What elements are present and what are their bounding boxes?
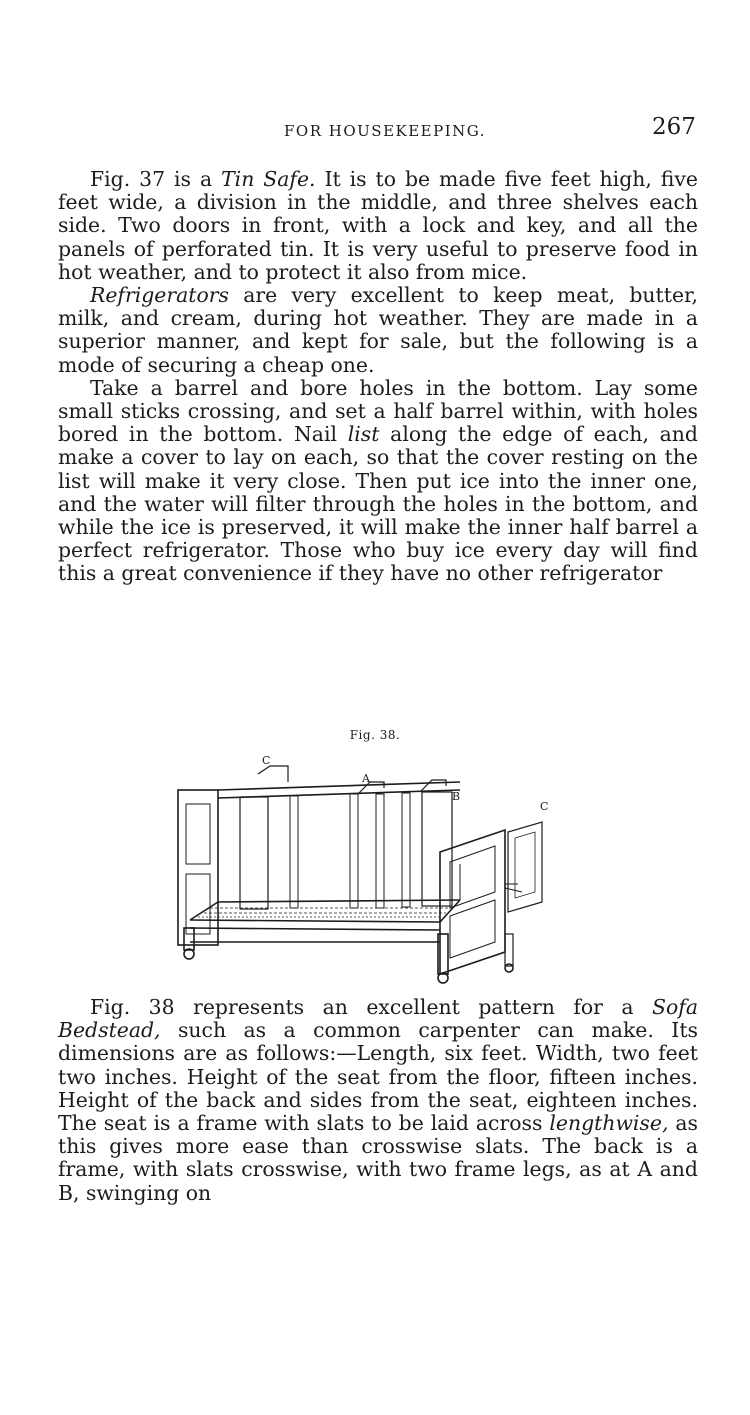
label-a: A (362, 772, 370, 785)
text-block-top (58, 168, 698, 586)
paragraph-text: Fig. 38 represents an excellent pattern for a (90, 995, 653, 1019)
figure-caption: Fig. 38. (349, 728, 401, 742)
paragraph-refrigerators (58, 284, 698, 377)
paragraph-text: are very excellent to keep meat, butter, milk, and cream, during hot weather. They are made in a superior manner, and kept for sale, but the following is a mode of securing a cheap one. (58, 283, 698, 377)
right-flap (508, 822, 542, 912)
back-panel (240, 797, 268, 909)
italic-term: Tin Safe. (221, 167, 316, 191)
italic-term: lengthwise, (549, 1111, 669, 1136)
label-b: B (452, 790, 461, 803)
running-head (0, 114, 750, 148)
paragraph-text: such as a common carpenter can make. Its dimensions are as follows:—Length, six feet. Width, two feet two inches. Height of the seat from the floor, fifteen inches. Height of the back and sides from the seat, eighteen inches. The seat is a frame with slats to be laid across (58, 1018, 698, 1136)
sofa-bedstead-illustration (170, 752, 570, 987)
running-title: FOR HOUSEKEEPING. (284, 122, 486, 140)
page-number: 267 (652, 114, 696, 140)
label-c-left: C (262, 754, 271, 767)
italic-term: Sofa Bedstead, (58, 995, 698, 1043)
paragraph-text: as this gives more ease than crosswise slats. The back is a frame, with slats crosswise, with two frame legs, as at A and B, swinging on (58, 1111, 699, 1205)
paragraph-text: Fig. 37 is a (90, 167, 222, 191)
paragraph-barrel (58, 377, 698, 586)
label-c-right: C (540, 800, 549, 813)
text-block-bottom (58, 996, 698, 1205)
italic-term: Refrigerators (90, 283, 229, 308)
paragraph-tin-safe (58, 168, 698, 284)
left-end-frame (178, 790, 218, 945)
paragraph-text: along the edge of each, and make a cover to lay on each, so that the cover resting on the list will make it very close. Then put ice into the inner one, and the water will filter through the holes in the bottom, and while the ice is preserved, it will make the inner half barrel a perfect refrigerator. Those who buy ice every day will find this a great convenience if they have no other refrigerator (58, 422, 698, 586)
paragraph-text: It is to be made five feet high, five feet wide, a division in the middle, and three shelves each side. Two doors in front, with a lock and key, and all the panels of perforated tin. It is very useful to preserve food in hot weather, and to protect it also from mice. (58, 167, 698, 284)
paragraph-sofa-bedstead (58, 996, 698, 1205)
paragraph-text: Take a barrel and bore holes in the bottom. Lay some small sticks crossing, and set a half barrel within, with holes bored in the bottom. Nail (58, 375, 698, 447)
italic-term: list (347, 422, 380, 447)
sofa-bedstead-figure (170, 752, 570, 987)
